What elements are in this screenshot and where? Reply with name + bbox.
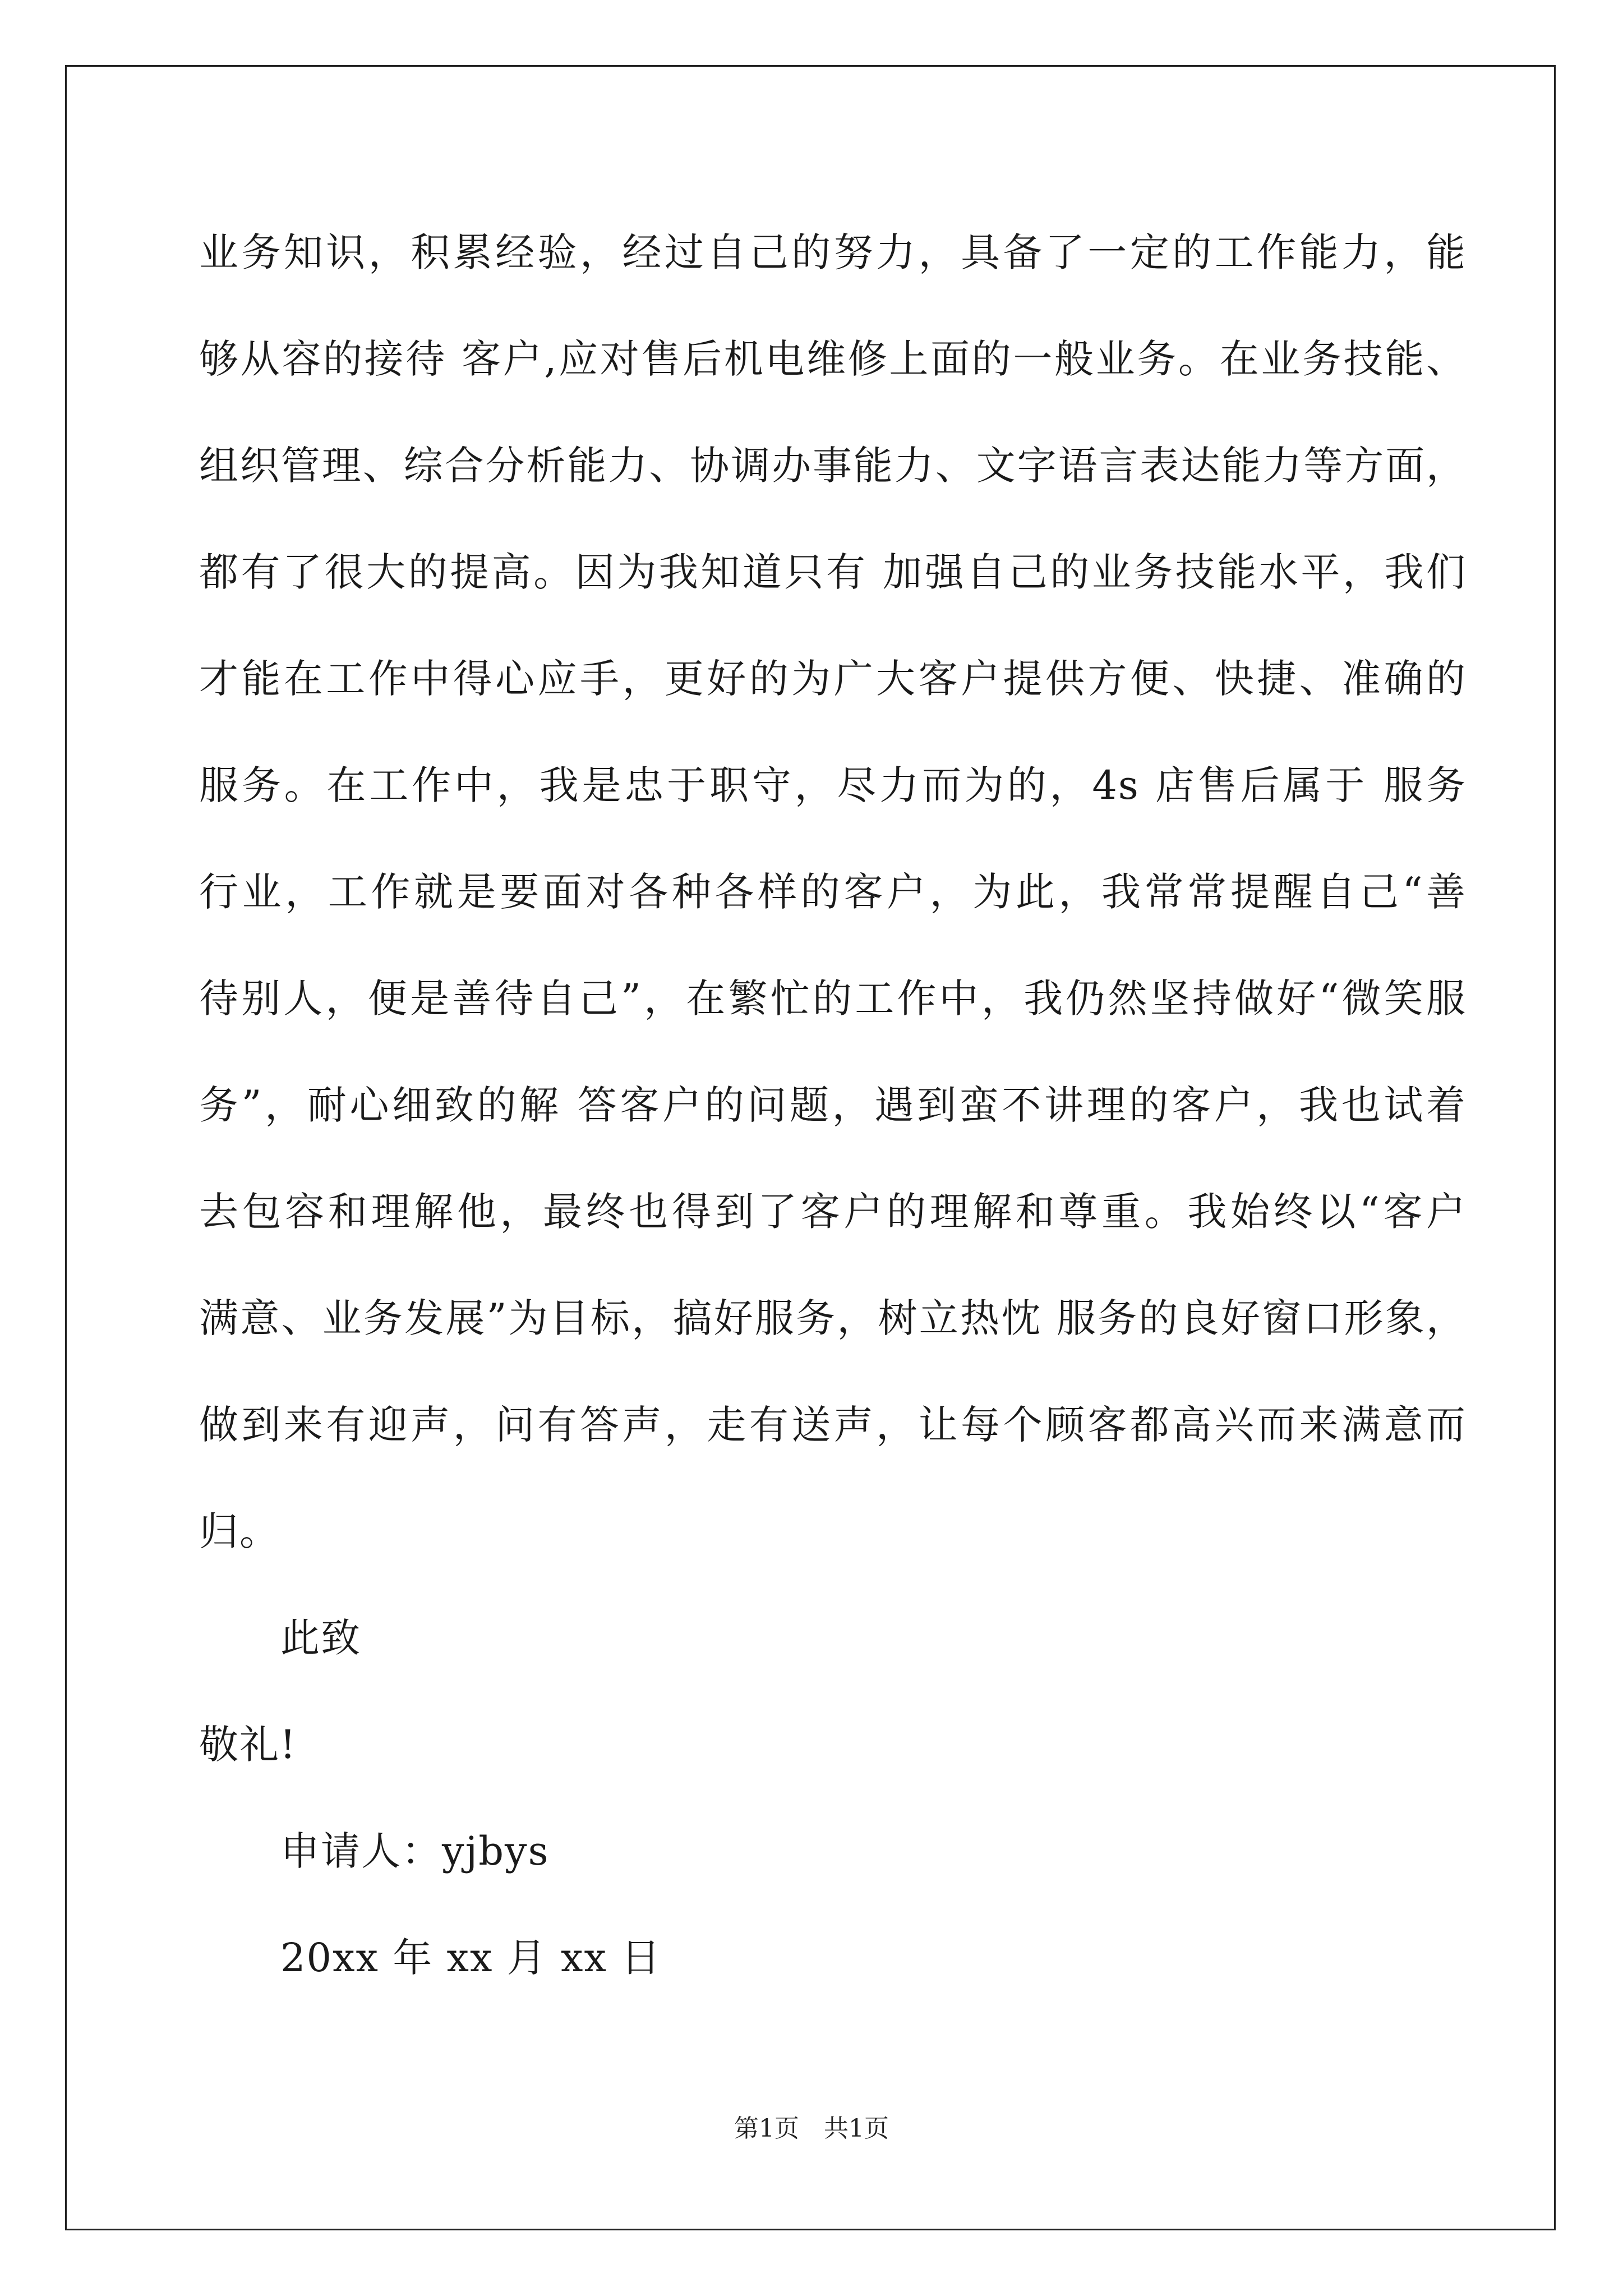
body-line: 服务。在工作中，我是忠于职守，尽力而为的，4s 店售后属于 服务 (199, 762, 1467, 808)
body-line: 够从容的接待 客户,应对售后机电维修上面的一般业务。在业务技能、 (199, 336, 1467, 382)
body-line: 去包容和理解他，最终也得到了客户的理解和尊重。我始终以“客户 (199, 1189, 1467, 1235)
page-number-footer: 第1页 共1页 (734, 2114, 889, 2143)
body-line: 归。 (199, 1508, 280, 1554)
closing-regards: 敬礼! (199, 1722, 297, 1768)
body-line: 都有了很大的提高。因为我知道只有 加强自己的业务技能水平，我们 (199, 549, 1467, 595)
body-line: 做到来有迎声，问有答声，走有送声，让每个顾客都高兴而来满意而 (199, 1402, 1467, 1448)
document-date: 20xx 年 xx 月 xx 日 (280, 1935, 662, 1981)
body-line: 待别人，便是善待自己”，在繁忙的工作中，我仍然坚持做好“微笑服 (199, 976, 1467, 1022)
body-line: 务”，耐心细致的解 答客户的问题，遇到蛮不讲理的客户，我也试着 (199, 1082, 1467, 1128)
applicant-signature: 申请人：yjbys (280, 1828, 550, 1874)
closing-salutation: 此致 (280, 1615, 361, 1661)
body-line: 满意、业务发展”为目标，搞好服务，树立热忱 服务的良好窗口形象， (199, 1295, 1467, 1341)
body-line: 组织管理、综合分析能力、协调办事能力、文字语言表达能力等方面， (199, 443, 1467, 489)
body-line: 才能在工作中得心应手，更好的为广大客户提供方便、快捷、准确的 (199, 656, 1467, 702)
body-line: 行业，工作就是要面对各种各样的客户，为此，我常常提醒自己“善 (199, 869, 1467, 915)
body-line: 业务知识，积累经验，经过自己的努力，具备了一定的工作能力，能 (199, 229, 1467, 275)
